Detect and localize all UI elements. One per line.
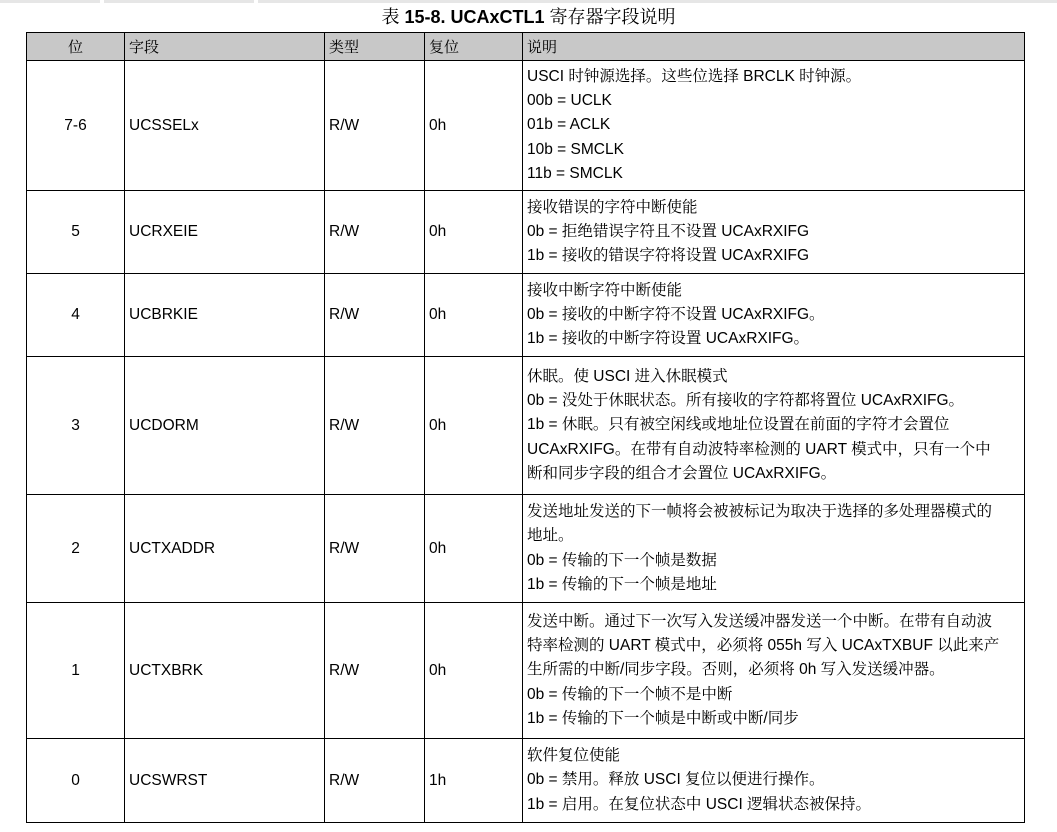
- cell-description: [523, 274, 1025, 357]
- description-line: 接收错误的字符中断使能: [527, 198, 698, 216]
- description-line: 特率检测的 UART 模式中，必须将 055h 写入 UCAxTXBUF 以此来产: [527, 637, 1000, 655]
- description-line: 发送中断。通过下一次写入发送缓冲器发送一个中断。在带有自动波: [527, 612, 993, 630]
- cell-type: R/W: [325, 739, 425, 823]
- cell-reset: 0h: [425, 603, 523, 739]
- cell-field: UCDORM: [125, 357, 325, 495]
- description-line: 生所需的中断/同步字段。否则，必须将 0h 写入发送缓冲器。: [527, 661, 945, 679]
- description-line: 0b = 拒绝错误字符且不设置 UCAxRXIFG: [527, 222, 810, 240]
- cell-reset: 0h: [425, 274, 523, 357]
- top-border: [0, 0, 1057, 3]
- cell-reset: 1h: [425, 739, 523, 823]
- table-row: [27, 603, 1025, 739]
- cell-field: UCTXBRK: [125, 603, 325, 739]
- cell-field: UCBRKIE: [125, 274, 325, 357]
- header-description: 说明: [523, 33, 1025, 61]
- cell-field: UCRXEIE: [125, 191, 325, 274]
- description-line: 1b = 接收的中断字符设置 UCAxRXIFG。: [527, 330, 810, 348]
- cell-description: [523, 495, 1025, 603]
- table-row: [27, 739, 1025, 823]
- cell-bit: 2: [27, 495, 125, 603]
- description-line: 0b = 接收的中断字符不设置 UCAxRXIFG。: [527, 305, 825, 323]
- cell-type: R/W: [325, 61, 425, 191]
- description-line: 接收中断字符中断使能: [527, 281, 683, 299]
- description-line: 1b = 传输的下一个帧是中断或中断/同步: [527, 709, 799, 727]
- cell-field: UCSSELx: [125, 61, 325, 191]
- description-line: 0b = 传输的下一个帧不是中断: [527, 685, 733, 703]
- cell-bit: 5: [27, 191, 125, 274]
- table-title-main: 15-8. UCAxCTL1: [404, 7, 545, 27]
- cell-description: [523, 739, 1025, 823]
- description-line: 休眠。使 USCI 进入休眠模式: [527, 367, 728, 385]
- cell-reset: 0h: [425, 495, 523, 603]
- description-line: 发送地址发送的下一帧将会被被标记为取决于选择的多处理器模式的: [527, 503, 993, 521]
- cell-type: R/W: [325, 495, 425, 603]
- cell-description: [523, 603, 1025, 739]
- register-field-table: [26, 32, 1025, 823]
- cell-bit: 7-6: [27, 61, 125, 191]
- cell-type: R/W: [325, 603, 425, 739]
- header-reset: 复位: [425, 33, 523, 61]
- cell-type: R/W: [325, 274, 425, 357]
- description-line: 01b = ACLK: [527, 116, 611, 134]
- cell-reset: 0h: [425, 191, 523, 274]
- header-bit: 位: [27, 33, 125, 61]
- table-title-suffix: 寄存器字段说明: [549, 7, 676, 27]
- description-line: 地址。: [527, 527, 574, 545]
- description-line: 0b = 禁用。释放 USCI 复位以便进行操作。: [527, 771, 825, 789]
- description-line: 1b = 启用。在复位状态中 USCI 逻辑状态被保持。: [527, 795, 872, 813]
- description-line: 1b = 接收的错误字符将设置 UCAxRXIFG: [527, 247, 810, 265]
- description-line: 1b = 传输的下一个帧是地址: [527, 575, 717, 593]
- cell-description: [523, 61, 1025, 191]
- cell-bit: 0: [27, 739, 125, 823]
- description-line: UCAxRXIFG。在带有自动波特率检测的 UART 模式中，只有一个中: [527, 440, 991, 458]
- table-row: [27, 495, 1025, 603]
- description-line: 10b = SMCLK: [527, 140, 624, 158]
- header-type: 类型: [325, 33, 425, 61]
- description-line: 00b = UCLK: [527, 92, 612, 110]
- cell-description: [523, 357, 1025, 495]
- description-line: 0b = 传输的下一个帧是数据: [527, 551, 717, 569]
- table-row: [27, 357, 1025, 495]
- table-row: [27, 274, 1025, 357]
- table-row: [27, 61, 1025, 191]
- header-field: 字段: [125, 33, 325, 61]
- cell-reset: 0h: [425, 61, 523, 191]
- cell-field: UCTXADDR: [125, 495, 325, 603]
- cell-type: R/W: [325, 191, 425, 274]
- description-line: 11b = SMCLK: [527, 164, 623, 182]
- description-line: 0b = 没处于休眠状态。所有接收的字符都将置位 UCAxRXIFG。: [527, 392, 965, 410]
- description-line: 1b = 休眠。只有被空闲线或地址位设置在前面的字符才会置位: [527, 416, 950, 434]
- cell-reset: 0h: [425, 357, 523, 495]
- cell-bit: 4: [27, 274, 125, 357]
- description-line: 断和同步字段的组合才会置位 UCAxRXIFG。: [527, 464, 837, 482]
- description-line: USCI 时钟源选择。这些位选择 BRCLK 时钟源。: [527, 67, 862, 85]
- table-title-prefix: 表: [381, 7, 400, 27]
- cell-description: [523, 191, 1025, 274]
- cell-bit: 1: [27, 603, 125, 739]
- description-line: 软件复位使能: [527, 747, 621, 765]
- table-title: [0, 6, 1057, 28]
- cell-bit: 3: [27, 357, 125, 495]
- cell-type: R/W: [325, 357, 425, 495]
- cell-field: UCSWRST: [125, 739, 325, 823]
- table-row: [27, 191, 1025, 274]
- table-header-row: [27, 33, 1025, 61]
